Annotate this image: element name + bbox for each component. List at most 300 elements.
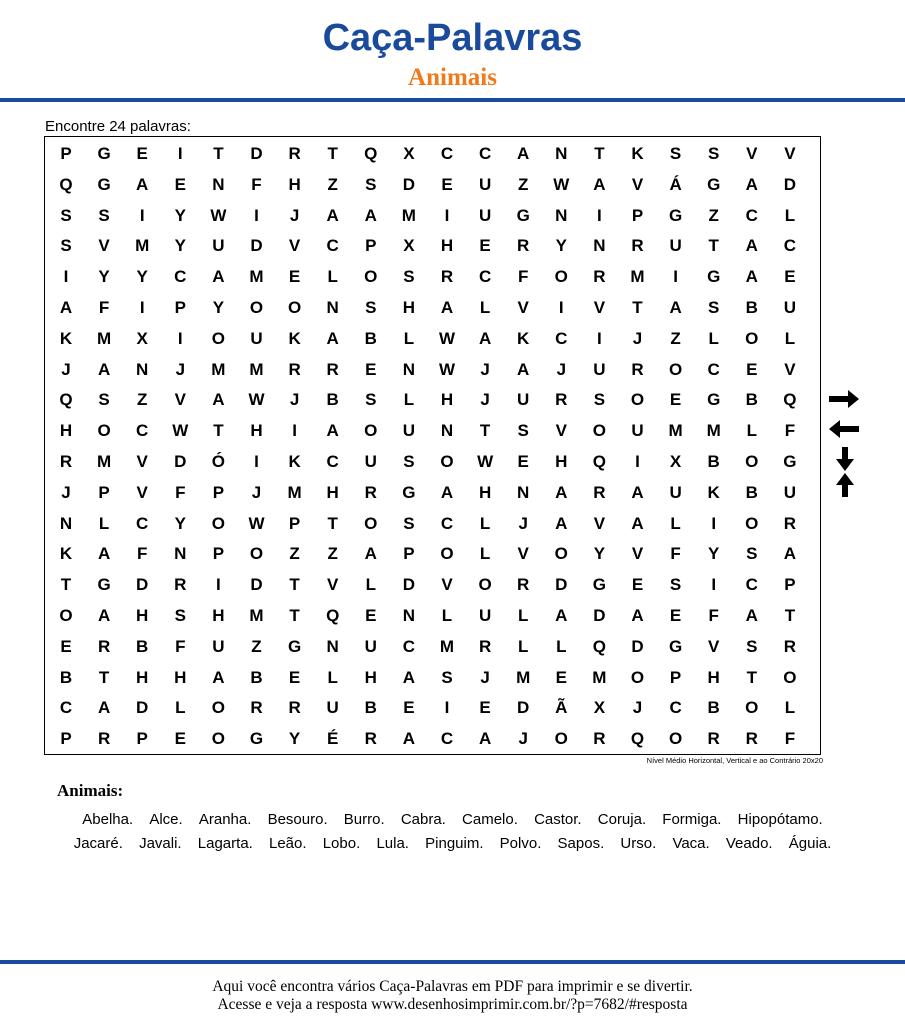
grid-letter: I [444,205,450,225]
grid-letter: R [517,236,530,256]
grid-letter: Q [364,144,378,163]
grid-letter: S [403,267,415,287]
grid-letter: E [288,667,301,687]
grid-letter: I [139,205,145,225]
grid-letter: R [364,482,377,502]
grid-letter: E [555,667,567,687]
grid-letter: D [174,452,187,471]
grid-letter: W [210,205,227,225]
grid-letter: Z [327,544,338,564]
grid-letter: V [136,482,148,502]
grid-letter: R [593,482,606,502]
grid-letter: W [553,174,570,194]
grid-letter: L [784,205,796,225]
grid-letter: K [59,328,73,348]
grid-letter: H [478,482,492,502]
grid-letter: N [326,298,339,317]
word-item: Polvo. [499,835,542,852]
grid-letter: P [98,482,110,502]
grid-letter: T [213,421,224,441]
grid-letter: O [745,513,759,533]
word-item: Lula. [376,835,409,852]
grid-letter: B [364,698,377,718]
grid-letter: W [248,513,265,533]
grid-letter: R [326,359,339,379]
grid-letter: U [212,636,225,656]
grid-letter: P [60,144,72,163]
grid-letter: A [97,544,111,564]
grid-letter: L [670,513,681,533]
grid-letter: E [746,359,758,379]
grid-letter: R [288,144,301,163]
grid-letter: J [480,359,490,379]
word-item: Lagarta. [197,835,253,852]
grid-letter: J [289,205,300,225]
grid-letter: Q [326,606,340,625]
grid-letter: O [668,729,683,749]
grid-letter: A [517,359,530,379]
footer-line-2: Acesse e veja a resposta www.desenhosimprimir.com.br/?p=7682/#resposta [217,996,688,1013]
grid-letter: I [177,144,183,163]
grid-letter: J [518,729,528,749]
grid-letter: M [668,421,683,441]
grid-letter: V [441,575,453,595]
grid-letter: Q [630,729,645,749]
grid-letter: N [402,359,416,379]
instruction-text: Encontre 24 palavras: [45,118,191,135]
grid-letter: T [289,575,300,595]
grid-letter: M [630,267,645,287]
grid-letter: N [136,359,149,379]
grid-letter: F [784,729,796,749]
grid-letter: A [212,390,225,410]
grid-letter: O [364,513,378,533]
grid-letter: D [783,174,797,194]
grid-letter: Y [136,267,148,287]
grid-letter: B [707,698,720,718]
footer-line-1: Aqui você encontra vários Caça-Palavras em PDF para imprimir e se divertir. [212,978,693,995]
grid-letter: D [402,575,416,595]
grid-letter: R [555,390,568,410]
grid-letter: A [478,729,492,749]
grid-letter: H [707,667,720,687]
grid-letter: C [555,328,568,348]
grid-letter: S [746,544,758,564]
grid-letter: G [707,267,721,287]
grid-letter: R [250,698,263,718]
grid-letter: O [668,359,683,379]
grid-letter: S [98,390,110,410]
grid-letter: O [59,606,73,625]
grid-letter: K [517,328,530,348]
grid-letter: Y [555,236,567,256]
arrow-down-icon [826,446,862,472]
grid-letter: Y [174,513,186,533]
word-item: Jacaré. [73,835,123,852]
grid-letter: Y [593,544,606,564]
grid-letter: O [211,328,225,348]
grid-letter: P [212,482,225,502]
grid-letter: R [745,729,758,749]
grid-letter: J [632,698,643,718]
grid-letter: E [288,267,301,287]
grid-letter: H [402,298,416,317]
grid-letter: C [745,205,758,225]
grid-letter: O [364,267,378,287]
grid-letter: O [783,667,797,687]
grid-letter: E [136,144,148,163]
grid-letter: U [402,421,416,441]
grid-letter: Y [288,729,301,749]
grid-letter: O [97,421,111,441]
grid-letter: S [365,390,377,410]
grid-letter: H [326,482,339,502]
grid-letter: V [708,636,720,656]
grid-letter: G [783,452,797,471]
grid-letter: V [631,174,644,194]
grid-letter: N [555,144,568,163]
grid-letter: L [784,698,796,718]
grid-letter: D [517,698,530,718]
grid-letter: E [174,729,186,749]
grid-letter: C [59,698,73,718]
grid-letter: Á [669,174,682,194]
grid-letter: O [249,298,264,317]
word-item: Vaca. [672,835,710,852]
grid-letter: U [478,606,492,625]
grid-letter: B [326,390,339,410]
grid-letter: B [136,636,149,656]
grid-letter: U [478,205,492,225]
grid-letter: A [440,298,454,317]
grid-letter: O [630,667,645,687]
grid-letter: O [478,575,492,595]
grid-letter: V [593,513,606,533]
grid-letter: M [97,452,112,471]
grid-letter: I [635,452,640,471]
grid-letter: C [440,729,454,749]
grid-letter: J [289,390,300,410]
grid-letter: V [136,452,148,471]
grid-letter: G [707,174,721,194]
grid-letter: G [97,144,111,163]
grid-letter: L [327,667,338,687]
grid-letter: P [365,236,377,256]
grid-letter: S [365,298,377,317]
grid-letter: H [440,236,454,256]
grid-letter: G [249,729,264,749]
grid-letter: S [403,452,415,471]
grid-letter: A [136,174,149,194]
grid-letter: O [554,729,568,749]
grid-letter: K [288,452,301,471]
grid-letter: D [402,174,416,194]
grid-letter: A [440,482,454,502]
grid-letter: A [364,205,377,225]
grid-letter: H [250,421,263,441]
grid-letter: E [403,698,415,718]
grid-letter: B [745,298,758,317]
grid-letter: R [174,575,187,595]
grid-letter: A [212,667,225,687]
grid-letter: O [249,544,264,564]
page-title: Caça-Palavras [322,17,583,59]
grid-letter: D [250,144,263,163]
grid-letter: A [326,421,339,441]
grid-letter: H [212,606,225,625]
grid-letter: G [516,205,530,225]
grid-letter: C [440,513,454,533]
grid-letter: V [98,236,110,256]
grid-letter: A [364,544,377,564]
grid-letter: H [440,390,454,410]
grid-letter: C [402,636,416,656]
grid-letter: B [745,482,758,502]
grid-letter: L [403,328,415,348]
grid-letter: L [517,606,529,625]
grid-letter: T [746,667,757,687]
grid-letter: A [478,328,492,348]
word-item: Hipopótamo. [737,811,823,828]
grid-letter: E [669,390,682,410]
grid-letter: N [174,544,187,564]
grid-letter: W [477,452,494,471]
grid-letter: G [97,575,111,595]
grid-letter: O [211,698,225,718]
grid-letter: A [745,236,758,256]
grid-letter: U [364,636,377,656]
grid-letter: Q [783,390,797,410]
grid-letter: F [251,174,262,194]
word-item: Cabra. [400,811,446,828]
grid-letter: G [668,205,683,225]
grid-letter: M [249,359,264,379]
grid-letter: S [669,575,682,595]
grid-letter: T [60,575,72,595]
grid-letter: O [440,452,454,471]
grid-letter: L [479,544,491,564]
grid-letter: Z [251,636,262,656]
grid-letter: U [631,421,644,441]
grid-letter: K [707,482,720,502]
grid-letter: G [97,174,111,194]
grid-letter: G [668,636,683,656]
grid-letter: D [250,236,263,256]
grid-letter: I [597,328,602,348]
grid-letter: Y [98,267,110,287]
grid-letter: H [59,421,73,441]
grid-letter: I [63,267,69,287]
grid-letter: J [556,359,567,379]
header-divider [0,98,905,102]
grid-letter: V [631,544,644,564]
grid-letter: S [708,298,720,317]
word-item: Coruja. [597,811,647,828]
grid-letter: T [708,236,719,256]
grid-letter: X [403,236,415,256]
grid-letter: V [593,298,606,317]
grid-letter: N [555,205,568,225]
grid-letter: H [136,606,149,625]
grid-letter: C [478,267,492,287]
grid-letter: L [479,298,491,317]
grid-letter: M [706,421,721,441]
grid-letter: E [365,359,377,379]
grid-letter: A [555,482,568,502]
grid-letter: L [479,513,491,533]
grid-letter: U [783,298,797,317]
grid-letter: A [631,513,644,533]
grid-letter: L [746,421,757,441]
grid-letter: X [669,452,682,471]
word-item: Alce. [149,811,183,828]
grid-letter: D [250,575,263,595]
grid-letter: R [478,636,492,656]
grid-letter: C [174,267,187,287]
grid-letter: U [326,698,339,718]
grid-letter: Ã [555,698,568,718]
grid-letter: M [592,667,607,687]
word-item: Javali. [139,835,182,852]
word-item: Aranha. [198,811,252,828]
grid-letter: N [593,236,606,256]
grid-letter: L [517,636,529,656]
grid-letter: G [402,482,416,502]
grid-letter: P [60,729,72,749]
grid-letter: A [97,359,111,379]
grid-letter: C [326,452,339,471]
grid-letter: V [288,236,301,256]
grid-letter: I [711,575,717,595]
grid-letter: R [631,359,644,379]
grid-letter: J [61,359,71,379]
grid-letter: A [517,144,530,163]
grid-letter: É [327,729,339,749]
grid-letter: N [402,606,416,625]
grid-letter: R [783,636,797,656]
grid-letter: M [97,328,112,348]
grid-letter: Ó [211,452,225,471]
grid-letter: F [175,482,186,502]
grid-letter: O [554,544,568,564]
grid-letter: I [254,452,259,471]
grid-letter: N [59,513,73,533]
page-subtitle: Animais [408,64,497,91]
grid-letter: R [364,729,377,749]
grid-letter: U [212,236,225,256]
word-item: Veado. [725,835,773,852]
grid-letter: F [784,421,796,441]
grid-letter: A [593,174,606,194]
grid-letter: S [593,390,606,410]
grid-letter: M [211,359,226,379]
grid-letter: W [438,359,456,379]
grid-letter: W [172,421,189,441]
grid-letter: V [327,575,339,595]
word-item: Formiga. [662,811,722,828]
grid-letter: R [59,452,73,471]
grid-letter: V [784,144,796,163]
grid-letter: J [632,328,643,348]
grid-letter: D [631,636,644,656]
grid-letter: M [135,236,150,256]
grid-letter: D [555,575,568,595]
grid-letter: H [364,667,377,687]
grid-letter: A [745,267,758,287]
grid-letter: I [177,328,183,348]
grid-letter: R [783,513,797,533]
grid-letter: U [364,452,377,471]
grid-letter: V [517,544,529,564]
grid-letter: S [98,205,110,225]
grid-letter: C [440,144,454,163]
footer-divider [0,960,905,964]
grid-letter: T [479,421,491,441]
word-item: Abelha. [82,811,134,828]
grid-letter: U [669,236,682,256]
grid-letter: G [707,390,721,410]
grid-letter: X [593,698,606,718]
grid-letter: S [746,636,758,656]
grid-letter: O [745,452,759,471]
grid-letter: U [517,390,530,410]
grid-letter: E [479,698,491,718]
grid-letter: Z [670,328,681,348]
grid-letter: Q [59,390,73,410]
grid-letter: N [326,636,339,656]
grid-letter: S [517,421,529,441]
grid-letter: R [97,636,111,656]
grid-letter: Z [327,174,338,194]
grid-letter: J [175,359,186,379]
grid-letter: W [438,328,456,348]
arrow-up-icon [826,472,862,498]
grid-letter: I [711,513,717,533]
grid-letter: T [213,144,224,163]
word-item: Urso. [620,835,657,852]
grid-letter: F [98,298,110,317]
grid-letter: Q [592,452,606,471]
grid-letter: E [60,636,72,656]
grid-letter: J [518,513,528,533]
grid-letter: A [97,606,111,625]
grid-letter: P [212,544,225,564]
grid-letter: C [783,236,797,256]
grid-letter: B [745,390,758,410]
grid-letter: K [631,144,644,163]
grid-letter: A [745,606,758,625]
grid-letter: E [365,606,377,625]
grid-letter: O [287,298,302,317]
grid-letter: O [745,328,759,348]
grid-letter: T [594,144,605,163]
grid-letter: J [480,390,490,410]
grid-letter: U [593,359,606,379]
grid-letter: L [784,328,796,348]
grid-letter: I [216,575,221,595]
grid-letter: V [517,298,529,317]
word-search-grid [44,136,821,755]
grid-letter: M [401,205,416,225]
grid-letter: O [211,513,225,533]
grid-letter: Y [174,205,186,225]
grid-letter: P [784,575,796,595]
grid-letter: T [289,606,300,625]
grid-letter: U [478,174,492,194]
grid-letter: E [784,267,796,287]
grid-letter: C [136,421,149,441]
grid-letter: C [669,698,682,718]
